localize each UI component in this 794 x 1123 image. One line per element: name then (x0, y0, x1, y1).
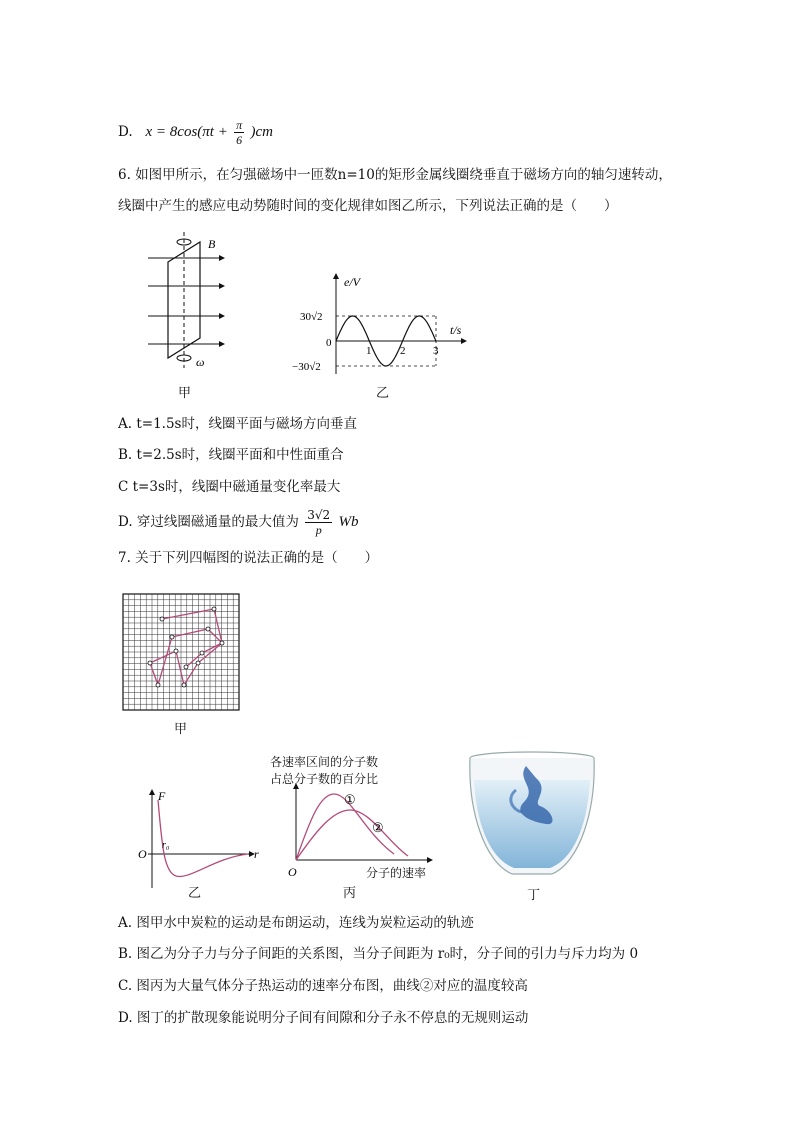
coil-diagram (140, 232, 240, 382)
q7-figure-ding (466, 750, 598, 880)
q7-stem: 7. 关于下列四幅图的说法正确的是（ ） (118, 550, 379, 566)
q5-option-d-prefix: D. (118, 124, 133, 140)
emf-xlabel: t/s (450, 323, 462, 337)
q6-caption-yi: 乙 (376, 386, 390, 401)
q6-option-b: B. t=2.5s时，线圈平面和中性面重合 (118, 447, 344, 463)
q7-caption-ding: 丁 (527, 888, 541, 903)
emf-xtick-1: 1 (366, 345, 372, 357)
q6-caption-jia: 甲 (178, 386, 192, 401)
emf-xtick-3: 3 (433, 345, 439, 357)
force-graph (134, 786, 264, 890)
q6-option-c: C t=3s时，线圈中磁通量变化率最大 (118, 479, 341, 495)
force-ylabel: F (158, 789, 166, 803)
q5-formula-left: x = 8cos(πt + (145, 124, 228, 140)
curve-2-label: ② (372, 820, 384, 835)
q7-caption-jia: 甲 (174, 722, 188, 737)
q6-option-d (118, 508, 358, 537)
q7-option-a: A. 图甲水中炭粒的运动是布朗运动，连线为炭粒运动的轨迹 (118, 915, 474, 931)
diffusion-glass (466, 750, 598, 880)
q6-option-a: A. t=1.5s时，线圈平面与磁场方向垂直 (118, 416, 357, 432)
q6-figure-yi (290, 270, 480, 380)
q6-stem-line1: 6. 如图甲所示，在匀强磁场中一匝数n=10的矩形金属线圈绕垂直于磁场方向的轴匀速转动， (118, 167, 672, 183)
emf-origin: 0 (326, 337, 332, 349)
q5-formula-right: )cm (250, 124, 273, 140)
q7-option-b: B. 图乙为分子力与分子间距的关系图，当分子间距为 r₀时，分子间的引力与斥力均为 0 (118, 946, 639, 962)
q6-option-d-unit: Wb (338, 514, 359, 530)
force-curve (158, 800, 248, 876)
label-b: B (208, 237, 216, 251)
emf-xtick-2: 2 (400, 345, 406, 357)
q7-caption-bing: 丙 (343, 886, 357, 901)
emf-graph (290, 270, 480, 380)
q7-caption-yi: 乙 (188, 886, 202, 901)
q7-figure-jia (122, 593, 240, 711)
q6-option-d-fraction (305, 508, 332, 537)
q7-option-c: C. 图丙为大量气体分子热运动的速率分布图，曲线②对应的温度较高 (118, 978, 528, 994)
bing-origin: O (288, 865, 297, 879)
q6-option-d-prefix: D. 穿过线圈磁通量的最大值为 (118, 514, 299, 530)
q5-fraction-den: 6 (236, 133, 243, 147)
q6-option-d-num: 3√2 (307, 508, 331, 522)
q5-fraction (234, 118, 244, 147)
q6-stem-line2: 线圈中产生的感应电动势随时间的变化规律如图乙所示，下列说法正确的是（ ） (118, 198, 618, 214)
emf-ybottom: −30√2 (292, 361, 321, 373)
q7-bing-xlabel: 分子的速率 (366, 866, 427, 880)
force-r0: r₀ (162, 840, 170, 851)
q6-option-d-den: p (315, 523, 322, 537)
q7-option-d: D. 图丁的扩散现象能说明分子间有间隙和分子永不停息的无规则运动 (118, 1010, 529, 1026)
emf-ylabel: e/V (344, 275, 360, 289)
brownian-grid (122, 593, 240, 711)
q5-option-d (118, 118, 273, 147)
label-omega: ω (196, 355, 205, 369)
emf-ytop: 30√2 (300, 311, 323, 323)
q7-bing-title1: 各速率区间的分子数 (270, 755, 379, 769)
q5-fraction-num: π (236, 118, 243, 132)
q7-figure-yi (134, 786, 264, 890)
force-xlabel: r (254, 847, 259, 861)
q7-bing-title2: 占总分子数的百分比 (270, 772, 379, 786)
force-origin: O (138, 847, 147, 861)
curve-1-label: ① (344, 792, 356, 807)
q6-figure-jia (140, 232, 240, 382)
